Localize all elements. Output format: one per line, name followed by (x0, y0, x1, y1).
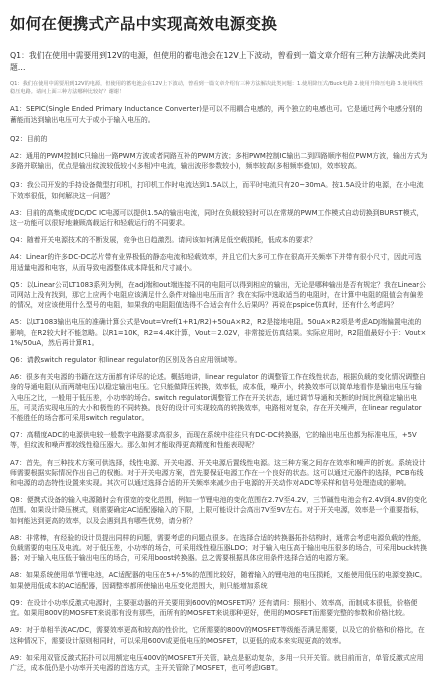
answer-9: A9：对于单相半波AC/DC，需要效率更高和较高的性价比，它所需要的800V的MOSFET等级能否满足需要，以及它的价格和价格比，在这种情况下，需要设计原则相同时，可以采用600V或更低电压的MOSFET，以更低的成本来实现更高的效率。 (10, 626, 425, 645)
question-3: Q3：我公司开发的手持设备微型打印机，打印机工作时电流达到1.5A以上，而平时电流只有20~30mA。按1.5A设计的电源，在小电流下效率很低，如何解决这一问题？ (10, 181, 424, 200)
document-title: 如何在便携式产品中实现高效电源变换 (10, 15, 277, 33)
answer-6: A6：很多有关电源的书籍在这方面都有详尽的论述。概括地讲，linear regulator 的调整管工作在线性状态，根据负载的变化情况调整自身的导通电阻(从而两端电压)以稳定输出电压。它只能做降压转换，效率低，成本低，噪声小，转换效率可以简单地看作是输出电压与输入电压之比，一般用于低压差，小功率的场合。switch regulator调整管工作在开关状态，通过调节导通和关断的时间比例稳定输出电压，可灵活实现电压的大小和极性的不同转换。良好的设计可实现较高的转换效率，电路相对复杂，存在开关噪声，在linear regulator不能胜任的场合都可采用switch regulator。 (10, 373, 426, 423)
question-2: Q2：目前的 (10, 134, 48, 143)
answer-5: A5：以LT1083输出电压的准确计算公式是Vout=Vref(1+R1/R2)+50uA×R2，R2是接地电阻。50uA×R2项是考虑ADJ端偏置电流的影响，在R2较大时不能忽略。以R1=10K，R2=4.4K计算，Vout＝2.02V，非常接近仿真结果。实际应用时，R2阻值最好小于：Vout×1%/50uA，然后再计算R1。 (10, 318, 427, 347)
question-4: Q4：随着开关电源技术的不断发展，竞争也日趋激烈。请问该如何满足低空载损耗，低成本的要求？ (10, 236, 317, 245)
question-1-lead: Q1：我们在使用中需要用到12V的电源，但使用的蓄电池会在12V上下波动，曾看到一篇文章介绍有三种方法解决此类问题… (10, 51, 426, 72)
answer-2: A2：通用的PWM控制IC只输出一路PWM方波或者同路互补的PWM方波；多相PWM控制IC输出二到四路顺序相位PWM方波，输出方式为多路并联输出，优点是输出纹波较低较小(多相)中电流，输出波形参数较小)，频率较高(多相频率叠加)，效率较高。 (10, 151, 428, 171)
answer-1: A1：SEPIC(Single Ended Primary Inductance Converter)是可以不用耦合电感的，两个独立的电感也可。它是通过两个电感分别的蓄能而达到输出电压可大于或小于输入电压的。 (10, 105, 423, 124)
question-7: Q7：高精度ADC的电源供电较一般数字电路要求高很多，而现在系统中往往只有DC-DC转换器，它的输出电压也都为标准电压，+5V等，但纹波和噪声都较线性稳压器大。那么如何才能取得更高精度和性能表现呢？ (10, 431, 417, 450)
answer-7: A7：首先，有三种技术方案可供选择，线性电源、开关电源、开关电源后置线性电源。这三种方案之间存在效率和噪声的折衷。系统设计师需要根据实际情况作出自己的权衡。对于开关电源方案，首先要保证电源工作在一个良好的状态。这可以通过元器件的选择，PCB布线和电源的动态特性设置来实现。其次可以通过选择合适的开关频率来减少由于电源的开关动作对ADC等采样和信号处理造成的影响。 (10, 458, 426, 488)
question-5: Q5：以Linear公司LT1083系列为例，在adj端和out端连接不同的电阻可以得到相应的输出，无论是哪种输出是否有规定？我在Linear公司网站上没有找到，那它上应两个电阻应该满足什么条件对输出电压而言？我在实际中选取适当的电阻时，在计算中电阻的阻值会有偏差的情况，对应该使用什么型号的电阻，如果我的电阻阻值选得不合适会有什么后果吗？再说在pspice仿真时，还有什么考虑吗？ (10, 280, 427, 310)
question-6: Q6：请教switch regulator 和linear regulator的区别及各自应用领域等。 (10, 356, 242, 365)
question-8: Q8：便携式设备的输入电源随时会有很宽的变化范围，例如一节锂电池的变化范围在2.7V至4.2V，三节碱性电池会有2.4V到4.8V的变化范围。如果设计降压模式，则需要确定AC适配器输入的下限，上限可能设计会高出7V至9V左右。对于开关电源，效率是一个重要指标，如何能达到更高的效率，以及会遇到具有哪些优势，请分析？ (10, 496, 428, 525)
question-1-detail: Q1：我们在使用中需要用到12V的电源，但使用的蓄电池会在12V上下波动，曾看到一篇文章介绍有三种方法解决此类问题：1.使用降压式/Buck电路 2.使用升降压电路 3.使用线性稳压电路。请问上面三种方法哪种比较好？谢谢！ (10, 81, 424, 95)
answer-8: A8：非常棒，有经验的设计员提出同样的问题，需要考虑的问题点很多。在选择合适的转换器拓扑结构时，通常会考虑电源负载的性能，负载需要的电压及电流。对于低压差，小功率的场合，可采用线性稳压器LDO；对于输入电压高于输出电压很多的场合，可采用buck转换器；对于输入电压低于输出电压的场合，可采用boost转换器。总之需要根据具体应用条件选择合适的电源方案。 (10, 533, 427, 563)
question-9: Q9：在设计小功率反激式电源时，主要驱动器的开关要用到600V的MOSFET吗？还有请问：照相小、效率高，而制成本很低，价格便宜。如果用800V的MOSFET来说那有没有那些，而所有的MOSFET来说那种更好，使用的MOSFET而需要完整的参数和价格比较。 (10, 598, 418, 618)
answer-8-continued: A8：如果系统使用单节锂电池，AC适配器的电压在5+/-5%的范围比较好，随着输入的锂电池的电压损耗，又能使用低压的电源变换IC。如果使用低成本的AC适配器，因调整率都所使输出电压变化范围大，则只能增加系统 (10, 571, 427, 590)
answer-3: A3：目前的高集成度DC/DC IC电源可以提供1.5A的输出电流，同时在负载较轻时可以在常规的PWM工作模式自动切换到BURST模式，这一功能可以很好地兼顾高载运行和轻载运行的不同要求。 (10, 208, 424, 227)
answer-9-continued: A9：如采用双管反激式拓扑可以用额定电压400V的MOSFET开关管，缺点是驱动复杂，多用一只开关管。就目前而言，单管反激式应用广泛，成本低仍是小功率开关电源的首选方式，主开关管除了MOSFET，也可考虑IGBT。 (10, 653, 424, 672)
answer-4: A4：Linear的许多DC-DC芯片带有业界极低的静态电流和轻载效率，并且它们大多可工作在很高开关频率下并带有很小尺寸，因此可选用适量电源和电容，从而导致电源整体成本降低和尺寸减小。 (10, 253, 422, 272)
